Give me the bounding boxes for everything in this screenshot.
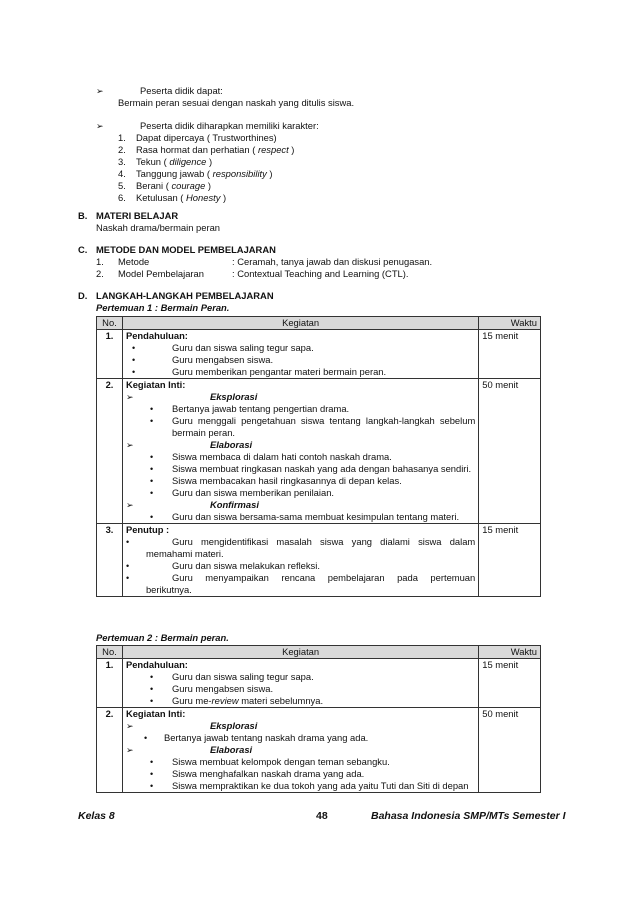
list-item: Guru memberikan pengantar materi bermain peran. — [171, 366, 387, 377]
row-number: 2. — [97, 708, 123, 793]
meeting1-table — [96, 316, 541, 597]
bullet-icon: • — [149, 452, 154, 462]
activity-cell — [122, 524, 478, 597]
list-item: Guru dan siswa saling tegur sapa. — [171, 671, 314, 682]
row-number: 1. — [97, 330, 123, 379]
table-row — [97, 379, 541, 524]
bullet-icon: • — [149, 781, 154, 791]
list-item: Bertanya jawab tentang pengertian drama. — [171, 403, 350, 414]
arrow-bullet-icon: ➢ — [96, 121, 104, 131]
arrow-bullet-icon: ➢ — [125, 392, 134, 402]
list-item: Siswa menghafalkan naskah drama yang ada. — [171, 768, 365, 779]
activity-cell — [122, 708, 478, 793]
bullet-icon: • — [149, 672, 154, 682]
time-cell: 15 menit — [479, 524, 541, 597]
list-item: Guru mengabsen siswa. — [171, 354, 274, 365]
row-number: 1. — [97, 659, 123, 708]
activity-phase-title: Pendahuluan: — [125, 659, 188, 670]
bullet-icon: • — [131, 343, 136, 353]
section-title: LANGKAH-LANGKAH PEMBELAJARAN — [96, 290, 274, 301]
meeting2-table — [96, 645, 541, 793]
list-item: Guru me-review materi sebelumnya. — [171, 695, 324, 706]
bullet-icon: • — [149, 476, 154, 486]
list-item: Siswa membaca di dalam hati contoh naskah drama. — [171, 451, 392, 462]
header-no: No. — [97, 317, 123, 330]
arrow-bullet-icon: ➢ — [96, 86, 104, 96]
list-item-continued: memahami materi. — [145, 548, 224, 559]
arrow-bullet-icon: ➢ — [125, 745, 134, 755]
header-kegiatan: Kegiatan — [122, 646, 478, 659]
bullet-icon: • — [125, 573, 130, 583]
page-number: 48 — [316, 810, 328, 822]
list-item: Guru dan siswa bersama-sama membuat kesimpulan tentang materi. — [171, 511, 460, 522]
meeting-title: Pertemuan 2 : Bermain peran. — [96, 632, 229, 643]
bullet-icon: • — [149, 512, 154, 522]
list-item: Guru mengidentifikasi masalah siswa yang dialami siswa dalam — [171, 536, 476, 547]
time-cell: 15 menit — [479, 659, 541, 708]
time-cell: 15 menit — [479, 330, 541, 379]
header-no: No. — [97, 646, 123, 659]
trait-number: 3. — [118, 156, 126, 167]
list-item: Siswa membuat kelompok dengan teman sebangku. — [171, 756, 390, 767]
bullet-icon: • — [143, 733, 148, 743]
activity-phase-title: Kegiatan Inti: — [125, 708, 186, 719]
section-title: METODE DAN MODEL PEMBELAJARAN — [96, 244, 276, 255]
objective-text: Bermain peran sesuai dengan naskah yang ditulis siswa. — [118, 97, 355, 108]
activity-phase-title: Kegiatan Inti: — [125, 379, 186, 390]
row-number: 3. — [97, 524, 123, 597]
activity-cell — [122, 330, 478, 379]
trait-item: Tanggung jawab ( responsibility ) — [136, 168, 273, 179]
bullet-icon: • — [125, 537, 130, 547]
trait-number: 4. — [118, 168, 126, 179]
list-item: Guru menggali pengetahuan siswa tentang langkah-langkah sebelum — [171, 415, 476, 426]
footer-subject: Bahasa Indonesia SMP/MTs Semester I — [371, 810, 566, 822]
character-heading: Peserta didik diharapkan memiliki karakter: — [140, 120, 319, 131]
arrow-bullet-icon: ➢ — [125, 440, 134, 450]
header-waktu: Waktu — [479, 317, 541, 330]
header-kegiatan: Kegiatan — [122, 317, 478, 330]
trait-item: Tekun ( diligence ) — [136, 156, 213, 167]
section-letter: B. — [78, 210, 88, 221]
list-item: Siswa membuat ringkasan naskah yang ada dengan bahasanya sendiri. — [171, 463, 472, 474]
bullet-icon: • — [149, 696, 154, 706]
header-waktu: Waktu — [479, 646, 541, 659]
list-item: Guru dan siswa memberikan penilaian. — [171, 487, 335, 498]
activity-cell — [122, 379, 478, 524]
list-item: Siswa membacakan hasil ringkasannya di depan kelas. — [171, 475, 402, 486]
bullet-icon: • — [149, 416, 154, 426]
bullet-icon: • — [149, 757, 154, 767]
phase-eksplorasi: Eksplorasi — [209, 391, 258, 402]
list-item-continued: bermain peran. — [171, 427, 236, 438]
trait-number: 6. — [118, 192, 126, 203]
method-num: 2. — [96, 268, 104, 279]
list-item: Guru mengabsen siswa. — [171, 683, 274, 694]
method-value: : Ceramah, tanya jawab dan diskusi penugasan. — [232, 256, 433, 267]
table-row — [97, 524, 541, 597]
trait-number: 5. — [118, 180, 126, 191]
table-header-row — [97, 646, 541, 659]
activity-phase-title: Penutup : — [125, 524, 170, 535]
list-item: Bertanya jawab tentang naskah drama yang ada. — [163, 732, 369, 743]
bullet-icon: • — [149, 769, 154, 779]
bullet-icon: • — [149, 464, 154, 474]
trait-number: 1. — [118, 132, 126, 143]
list-item: Siswa mempraktikan ke dua tokoh yang ada yaitu Tuti dan Siti di depan — [171, 780, 469, 791]
section-letter: D. — [78, 290, 88, 301]
section-body: Naskah drama/bermain peran — [96, 222, 221, 233]
phase-elaborasi: Elaborasi — [209, 439, 253, 450]
objective-heading: Peserta didik dapat: — [140, 85, 223, 96]
trait-number: 2. — [118, 144, 126, 155]
table-row — [97, 708, 541, 793]
table-row — [97, 659, 541, 708]
list-item: Guru dan siswa saling tegur sapa. — [171, 342, 314, 353]
phase-eksplorasi: Eksplorasi — [209, 720, 258, 731]
arrow-bullet-icon: ➢ — [125, 721, 134, 731]
activity-phase-title: Pendahuluan: — [125, 330, 188, 341]
bullet-icon: • — [125, 561, 130, 571]
trait-item: Rasa hormat dan perhatian ( respect ) — [136, 144, 295, 155]
section-letter: C. — [78, 244, 88, 255]
section-title: MATERI BELAJAR — [96, 210, 179, 221]
phase-elaborasi: Elaborasi — [209, 744, 253, 755]
list-item: Guru dan siswa melakukan refleksi. — [171, 560, 320, 571]
time-cell: 50 menit — [479, 708, 541, 793]
bullet-icon: • — [149, 684, 154, 694]
phase-konfirmasi: Konfirmasi — [209, 499, 259, 510]
trait-item: Ketulusan ( Honesty ) — [136, 192, 227, 203]
list-item: Guru menyampaikan rencana pembelajaran pada pertemuan — [171, 572, 476, 583]
method-value: : Contextual Teaching and Learning (CTL). — [232, 268, 409, 279]
trait-item: Berani ( courage ) — [136, 180, 212, 191]
list-item-continued: berikutnya. — [145, 584, 192, 595]
bullet-icon: • — [131, 367, 136, 377]
bullet-icon: • — [131, 355, 136, 365]
bullet-icon: • — [149, 404, 154, 414]
arrow-bullet-icon: ➢ — [125, 500, 134, 510]
trait-item: Dapat dipercaya ( Trustworthines) — [136, 132, 277, 143]
time-cell: 50 menit — [479, 379, 541, 524]
table-header-row — [97, 317, 541, 330]
footer-class: Kelas 8 — [78, 810, 115, 822]
method-label: Model Pembelajaran — [118, 268, 204, 279]
meeting-title: Pertemuan 1 : Bermain Peran. — [96, 302, 230, 313]
activity-cell — [122, 659, 478, 708]
method-num: 1. — [96, 256, 104, 267]
method-label: Metode — [118, 256, 150, 267]
bullet-icon: • — [149, 488, 154, 498]
row-number: 2. — [97, 379, 123, 524]
table-row — [97, 330, 541, 379]
